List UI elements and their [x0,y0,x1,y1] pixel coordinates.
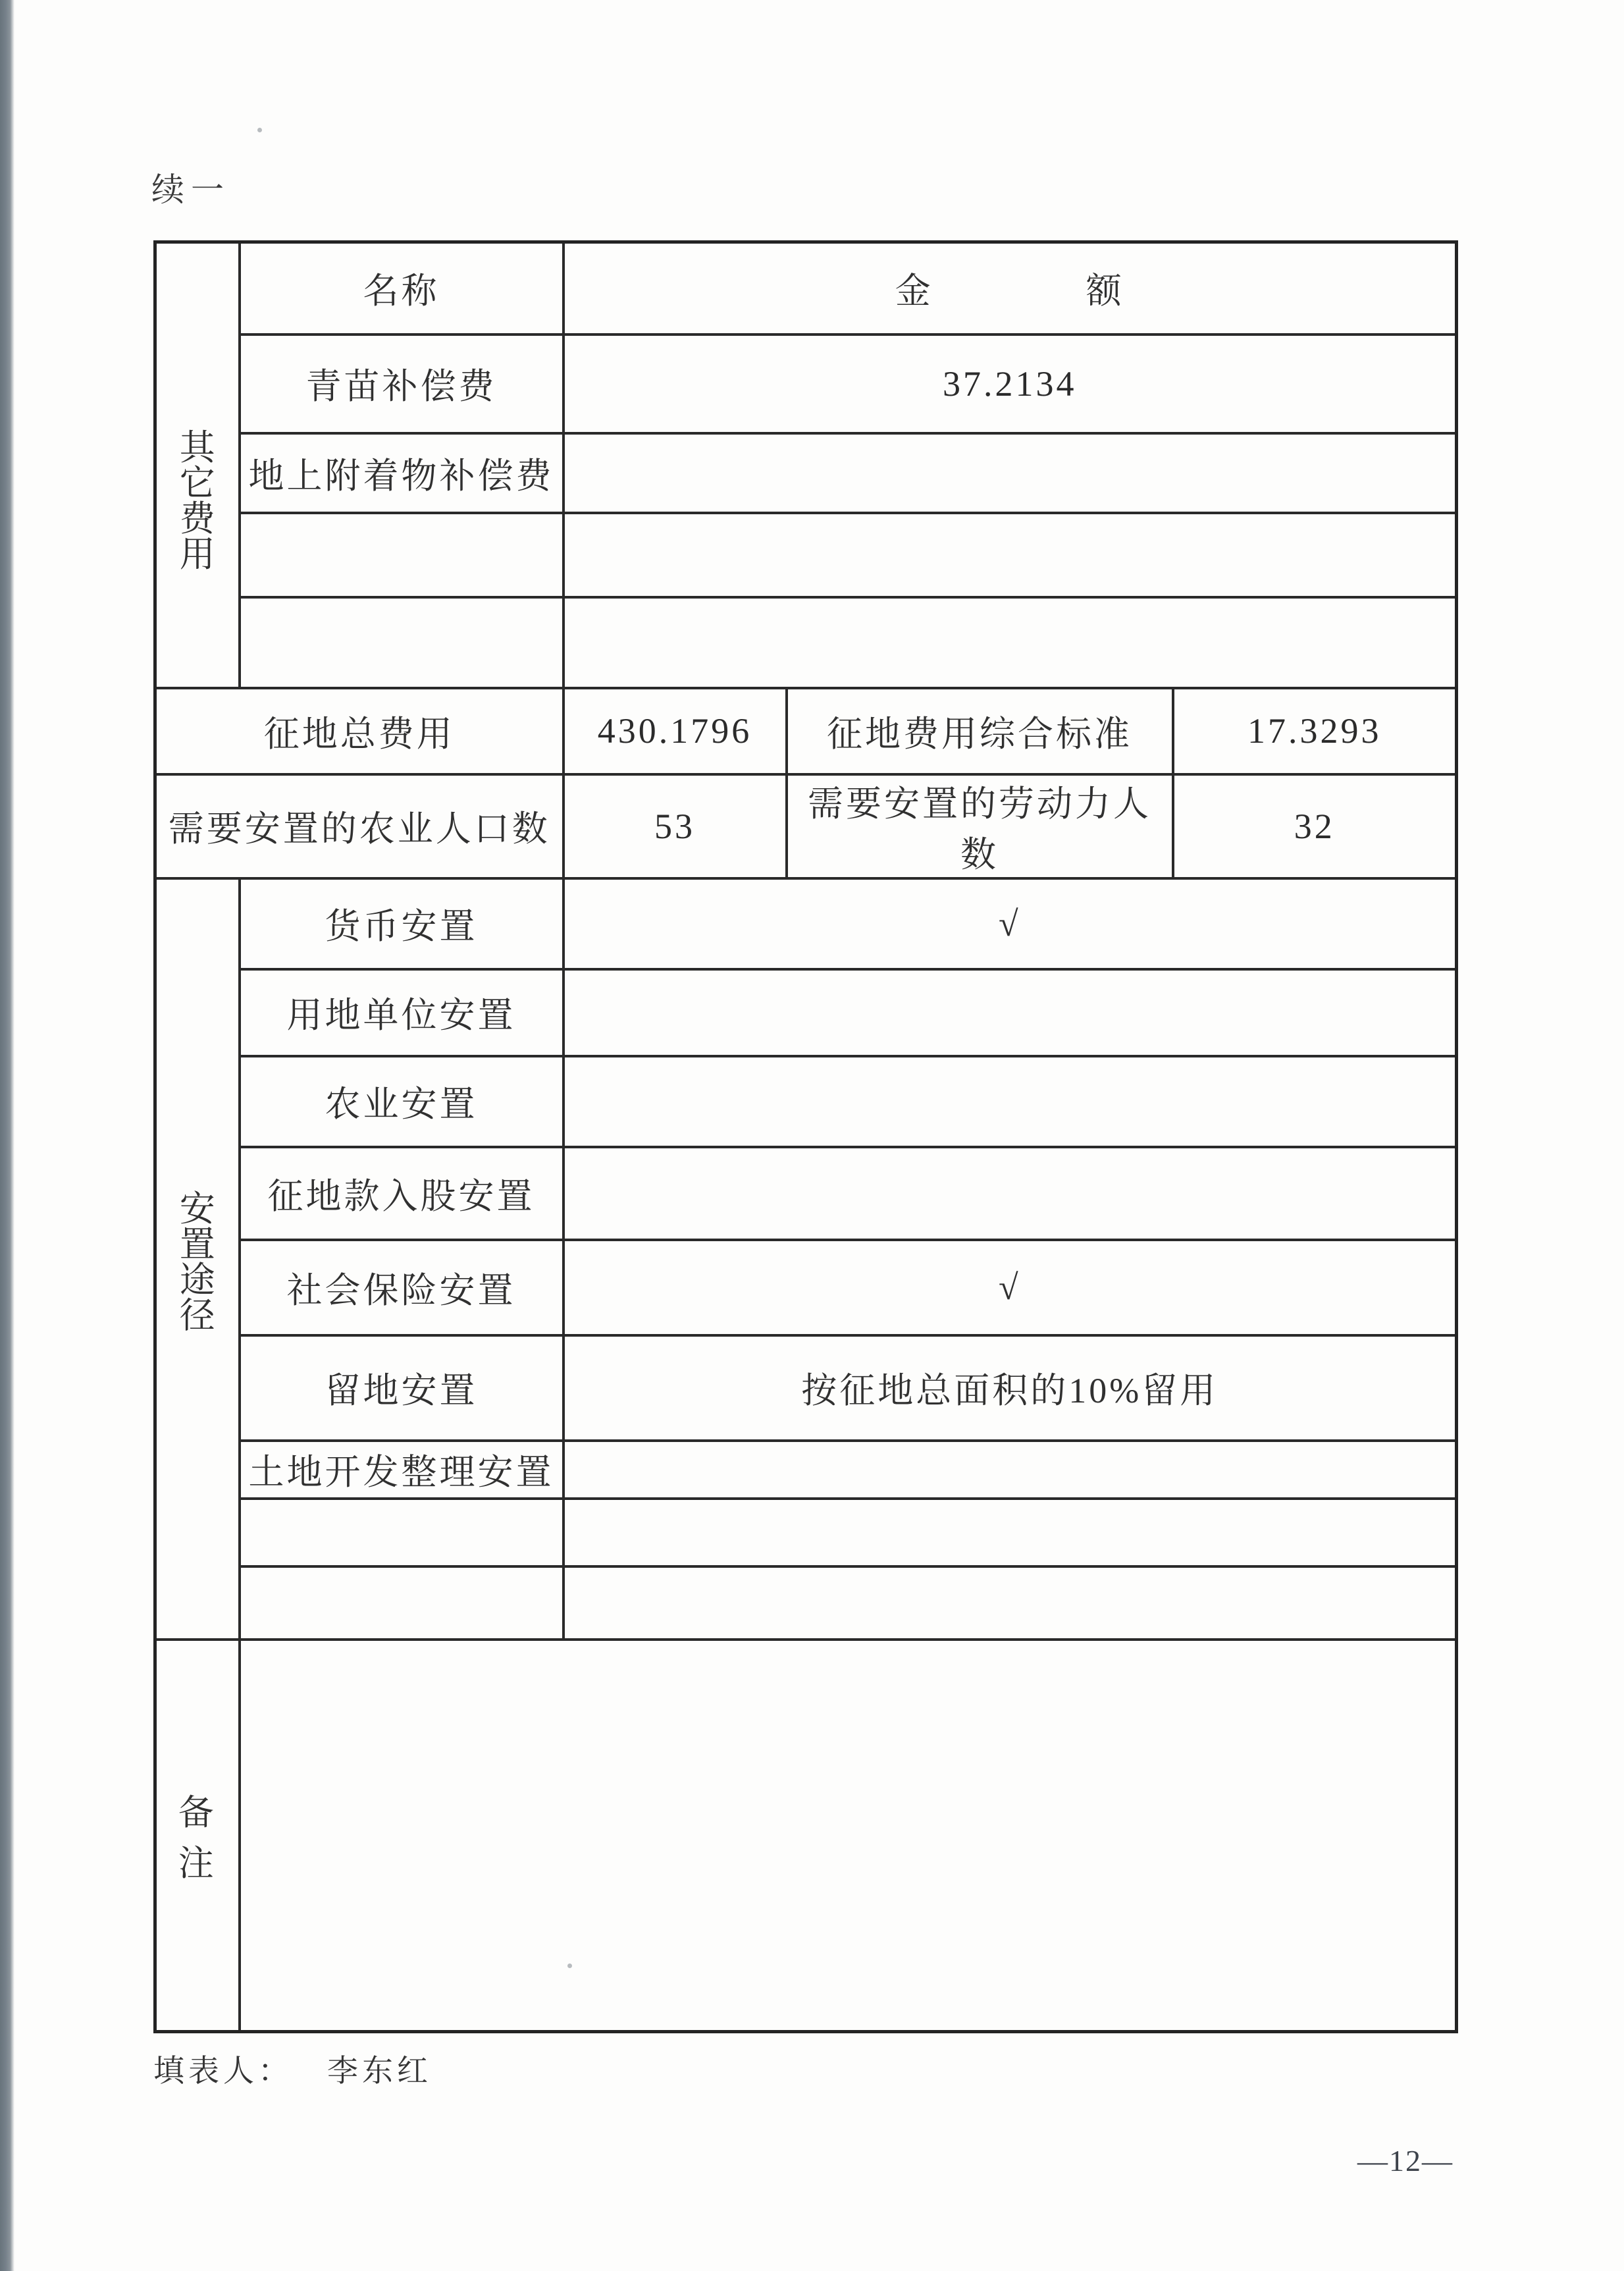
resettlement-name-cell [240,1566,563,1640]
comprehensive-standard-value-cell: 17.3293 [1173,688,1457,774]
resettlement-value-cell [563,1499,1457,1566]
scan-speck [257,128,262,132]
group-label-other-fees-cell [155,242,240,688]
scan-edge-shadow [0,0,14,2271]
header-name-cell: 名称 [240,242,563,334]
resettlement-value-cell [563,1566,1457,1640]
resettlement-value-cell [563,1441,1457,1499]
labor-count-label-cell: 需要安置的劳动力人数 [787,774,1173,878]
resettlement-value-cell [563,969,1457,1056]
agri-population-label-cell: 需要安置的农业人口数 [155,774,563,878]
resettlement-value-cell: 按征地总面积的10%留用 [563,1335,1457,1441]
fee-row [155,334,1457,433]
comprehensive-standard-label-cell: 征地费用综合标准 [787,688,1173,774]
fee-row [155,597,1457,688]
fee-name-cell [240,513,563,597]
resettlement-row [155,1441,1457,1499]
resettlement-name-cell: 农业安置 [240,1056,563,1147]
resettlement-row [155,1056,1457,1147]
fee-name-cell: 青苗补偿费 [240,334,563,433]
fee-row [155,433,1457,513]
resettlement-row [155,969,1457,1056]
resettlement-name-cell: 留地安置 [240,1335,563,1441]
header-amount-cell: 金 额 [563,242,1457,334]
resettlement-name-cell: 货币安置 [240,878,563,969]
resettlement-value-cell [563,1147,1457,1240]
resettlement-name-cell: 征地款入股安置 [240,1147,563,1240]
labor-count-value-cell: 32 [1173,774,1457,878]
resettlement-row [155,878,1457,969]
resettlement-name-cell: 用地单位安置 [240,969,563,1056]
resettlement-row [155,1335,1457,1441]
total-cost-value-cell: 430.1796 [563,688,787,774]
remarks-content-cell [240,1640,1457,2032]
summary-row [155,774,1457,878]
group-label-resettlement: 安 置 途 径 [179,1189,215,1335]
fee-amount-cell [563,433,1457,513]
fee-amount-cell [563,597,1457,688]
remarks-label-cell: 备注 [155,1640,240,2032]
page-number: —12— [1357,2144,1454,2177]
form-filler-name: 李东红 [327,2054,432,2089]
resettlement-row [155,1499,1457,1566]
fee-name-cell: 地上附着物补偿费 [240,433,563,513]
group-label-resettlement-cell [155,878,240,1640]
agri-population-value-cell: 53 [563,774,787,878]
total-cost-label-cell: 征地总费用 [155,688,563,774]
form-filler-label: 填表人： [153,2054,293,2089]
resettlement-name-cell: 土地开发整理安置 [240,1441,563,1499]
resettlement-value-cell: √ [563,878,1457,969]
remarks-row [155,1640,1457,2032]
fee-amount-cell: 37.2134 [563,334,1457,433]
summary-row [155,688,1457,774]
fee-amount-cell [563,513,1457,597]
resettlement-value-cell [563,1056,1457,1147]
fee-name-cell [240,597,563,688]
resettlement-name-cell: 社会保险安置 [240,1240,563,1335]
fee-row [155,513,1457,597]
resettlement-value-cell: √ [563,1240,1457,1335]
continuation-label: 续一 [151,171,230,208]
resettlement-row [155,1566,1457,1640]
group-label-other-fees: 其 它 费 用 [179,428,215,575]
form-filler-line [153,2046,432,2091]
resettlement-row [155,1147,1457,1240]
resettlement-name-cell [240,1499,563,1566]
resettlement-row [155,1240,1457,1335]
land-acquisition-table [153,240,1458,2033]
